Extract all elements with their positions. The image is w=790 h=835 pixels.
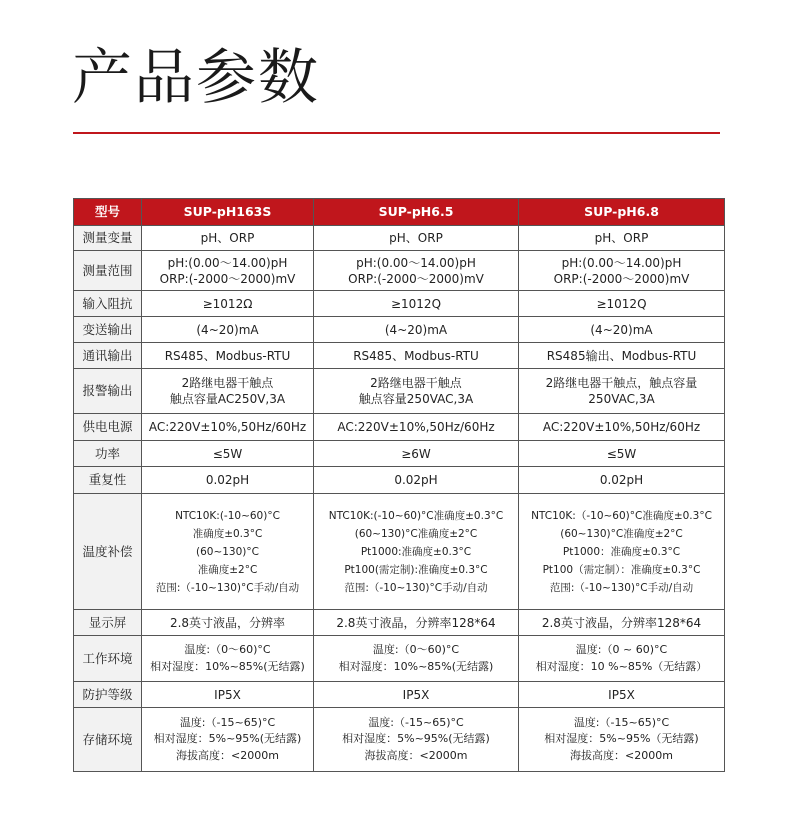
spec-line: 范围:（-10~130)°C手动/自动 [344,581,488,594]
spec-cell [314,467,519,494]
spec-line: 250VAC,3A [588,392,655,406]
row-work-env [74,636,725,682]
row-power [74,441,725,467]
row-repeatability [74,467,725,494]
spec-cell [519,414,725,441]
spec-cell [142,369,314,414]
header-row [74,199,725,226]
header-sup-ph6-5: SUP-pH6.5 [314,199,519,226]
spec-cell [519,610,725,636]
row-label: 输入阻抗 [74,291,142,317]
spec-line: 相对湿度：5%~95%(无结露) [153,732,302,746]
spec-cell [142,251,314,291]
row-label: 供电电源 [74,414,142,441]
spec-table [73,198,725,772]
spec-cell [314,494,519,610]
spec-line: 温度:（-15~65)°C [179,715,276,729]
spec-cell [314,636,519,682]
spec-line: RS485、Modbus-RTU [164,348,291,363]
row-label: 报警输出 [74,369,142,414]
spec-cell [142,317,314,343]
row-label: 测量变量 [74,226,142,251]
spec-line: 温度:（0 ~ 60)°C [575,643,668,656]
spec-cell [519,317,725,343]
spec-line: (60~130)°C准确度±2°C [354,527,478,540]
spec-cell [314,251,519,291]
row-comm-output [74,343,725,369]
spec-cell [519,682,725,708]
spec-line: 相对湿度：5%~95%（无结露) [544,732,699,746]
spec-cell [314,708,519,772]
row-label: 温度补偿 [74,494,142,610]
spec-line: NTC10K:(-10~60)°C准确度±0.3°C [328,509,504,522]
row-display [74,610,725,636]
spec-cell [314,291,519,317]
row-alarm-output [74,369,725,414]
row-label: 存储环境 [74,708,142,772]
spec-cell [142,226,314,251]
spec-line: pH、ORP [200,231,255,245]
spec-line: 2路继电器干触点 [181,376,274,390]
spec-cell [519,226,725,251]
spec-line: 海拔高度：<2000m [570,748,673,762]
spec-line: 2.8英寸液晶，分辨率128*64 [336,615,496,630]
spec-cell [142,441,314,467]
spec-line: (60~130)°C [196,545,259,558]
spec-cell [142,291,314,317]
header-model: 型号 [74,199,142,226]
header-sup-ph163s: SUP-pH163S [142,199,314,226]
spec-line: AC:220V±10%,50Hz/60Hz [542,420,701,434]
spec-line: Pt1000：准确度±0.3°C [562,545,681,558]
spec-line: ≤5W [606,446,637,461]
spec-line: 0.02pH [599,473,644,487]
spec-line: 0.02pH [205,473,250,487]
spec-line: ≥1012Q [596,296,647,311]
spec-line: ORP:(-2000～2000)mV [553,271,690,286]
spec-cell [519,636,725,682]
spec-line: IP5X [402,687,430,702]
spec-line: (4~20)mA [590,322,653,337]
spec-line: 2路继电器干触点 [370,376,462,390]
spec-line: ≥1012Q [390,296,442,311]
spec-line: pH:(0.00～14.00)pH [561,255,682,270]
spec-cell [519,343,725,369]
spec-cell [519,467,725,494]
spec-cell [314,610,519,636]
spec-cell [314,343,519,369]
spec-line: ≥1012Ω [202,296,253,311]
spec-line: (4~20)mA [384,322,448,337]
spec-line: 温度:（0～60)°C [184,643,271,656]
spec-line: 触点容量250VAC,3A [358,392,474,406]
spec-line: ≤5W [212,446,243,461]
spec-line: 准确度±0.3°C [192,527,263,540]
spec-cell [314,441,519,467]
spec-line: RS485、Modbus-RTU [353,348,479,363]
spec-cell [519,369,725,414]
page-title: 产品参数 [72,43,320,113]
row-label: 通讯输出 [74,343,142,369]
spec-line: pH、ORP [389,231,443,245]
spec-line: 相对湿度：10 %~85%（无结露） [535,659,708,673]
spec-line: 温度:（-15~65)°C [368,715,464,729]
spec-line: AC:220V±10%,50Hz/60Hz [148,420,307,434]
title-divider [73,132,720,134]
spec-line: 0.02pH [394,473,438,487]
spec-cell [142,682,314,708]
spec-line: ORP:(-2000～2000)mV [348,271,484,286]
row-power-supply [74,414,725,441]
spec-line: NTC10K:(-10~60)°C [175,509,280,522]
spec-line: 2路继电器干触点，触点容量 [545,376,698,390]
spec-line: pH:(0.00～14.00)pH [356,255,476,270]
spec-line: Pt1000:准确度±0.3°C [360,545,472,558]
row-label: 显示屏 [74,610,142,636]
spec-cell [519,441,725,467]
row-transmit-output [74,317,725,343]
spec-line: (4~20)mA [196,322,259,337]
spec-line: 温度:（-15~65)°C [573,715,670,729]
spec-line: ≥6W [401,446,431,461]
row-measured-variable [74,226,725,251]
row-label: 变送输出 [74,317,142,343]
spec-line: IP5X [214,687,241,702]
spec-line: pH、ORP [594,231,649,245]
spec-cell [314,414,519,441]
spec-line: 相对湿度：5%~95%(无结露) [342,732,490,746]
spec-line: IP5X [608,687,635,702]
spec-cell [142,467,314,494]
spec-cell [519,291,725,317]
row-temp-compensation [74,494,725,610]
spec-cell [519,251,725,291]
row-label: 防护等级 [74,682,142,708]
spec-line: (60~130)°C准确度±2°C [560,527,683,540]
spec-line: 范围:（-10~130)°C手动/自动 [155,581,300,594]
header-sup-ph6-8: SUP-pH6.8 [519,199,725,226]
row-input-impedance [74,291,725,317]
spec-line: RS485输出、Modbus-RTU [546,348,697,363]
spec-line: AC:220V±10%,50Hz/60Hz [337,420,495,434]
row-label: 重复性 [74,467,142,494]
spec-line: 范围:（-10~130)°C手动/自动 [549,581,694,594]
spec-line: 海拔高度：<2000m [176,748,279,762]
spec-cell [142,636,314,682]
spec-line: 2.8英寸液晶，分辨率 [169,615,286,630]
spec-line: 2.8英寸液晶，分辨率128*64 [541,615,702,630]
spec-cell [142,414,314,441]
spec-cell [314,317,519,343]
spec-cell [142,708,314,772]
spec-line: Pt100（需定制）：准确度±0.3°C [542,563,701,576]
spec-cell [142,343,314,369]
row-label: 功率 [74,441,142,467]
spec-cell [519,494,725,610]
spec-line: pH:(0.00～14.00)pH [167,255,288,270]
spec-line: 相对湿度：10%~85%(无结露) [338,659,494,673]
row-label: 工作环境 [74,636,142,682]
spec-line: 准确度±2°C [197,563,258,576]
spec-line: 海拔高度：<2000m [364,748,468,762]
row-measure-range [74,251,725,291]
spec-cell [142,610,314,636]
spec-line: Pt100(需定制):准确度±0.3°C [344,563,488,576]
row-label: 测量范围 [74,251,142,291]
spec-line: NTC10K:（-10~60)°C准确度±0.3°C [531,509,712,522]
spec-cell [314,226,519,251]
spec-line: 相对湿度：10%~85%(无结露) [150,659,305,673]
spec-cell [314,369,519,414]
spec-cell [142,494,314,610]
spec-cell [314,682,519,708]
spec-line: ORP:(-2000～2000)mV [159,271,296,286]
spec-line: 触点容量AC250V,3A [169,392,286,406]
spec-line: 温度:（0～60)°C [372,643,460,656]
row-protection-level [74,682,725,708]
spec-cell [519,708,725,772]
row-storage-env [74,708,725,772]
